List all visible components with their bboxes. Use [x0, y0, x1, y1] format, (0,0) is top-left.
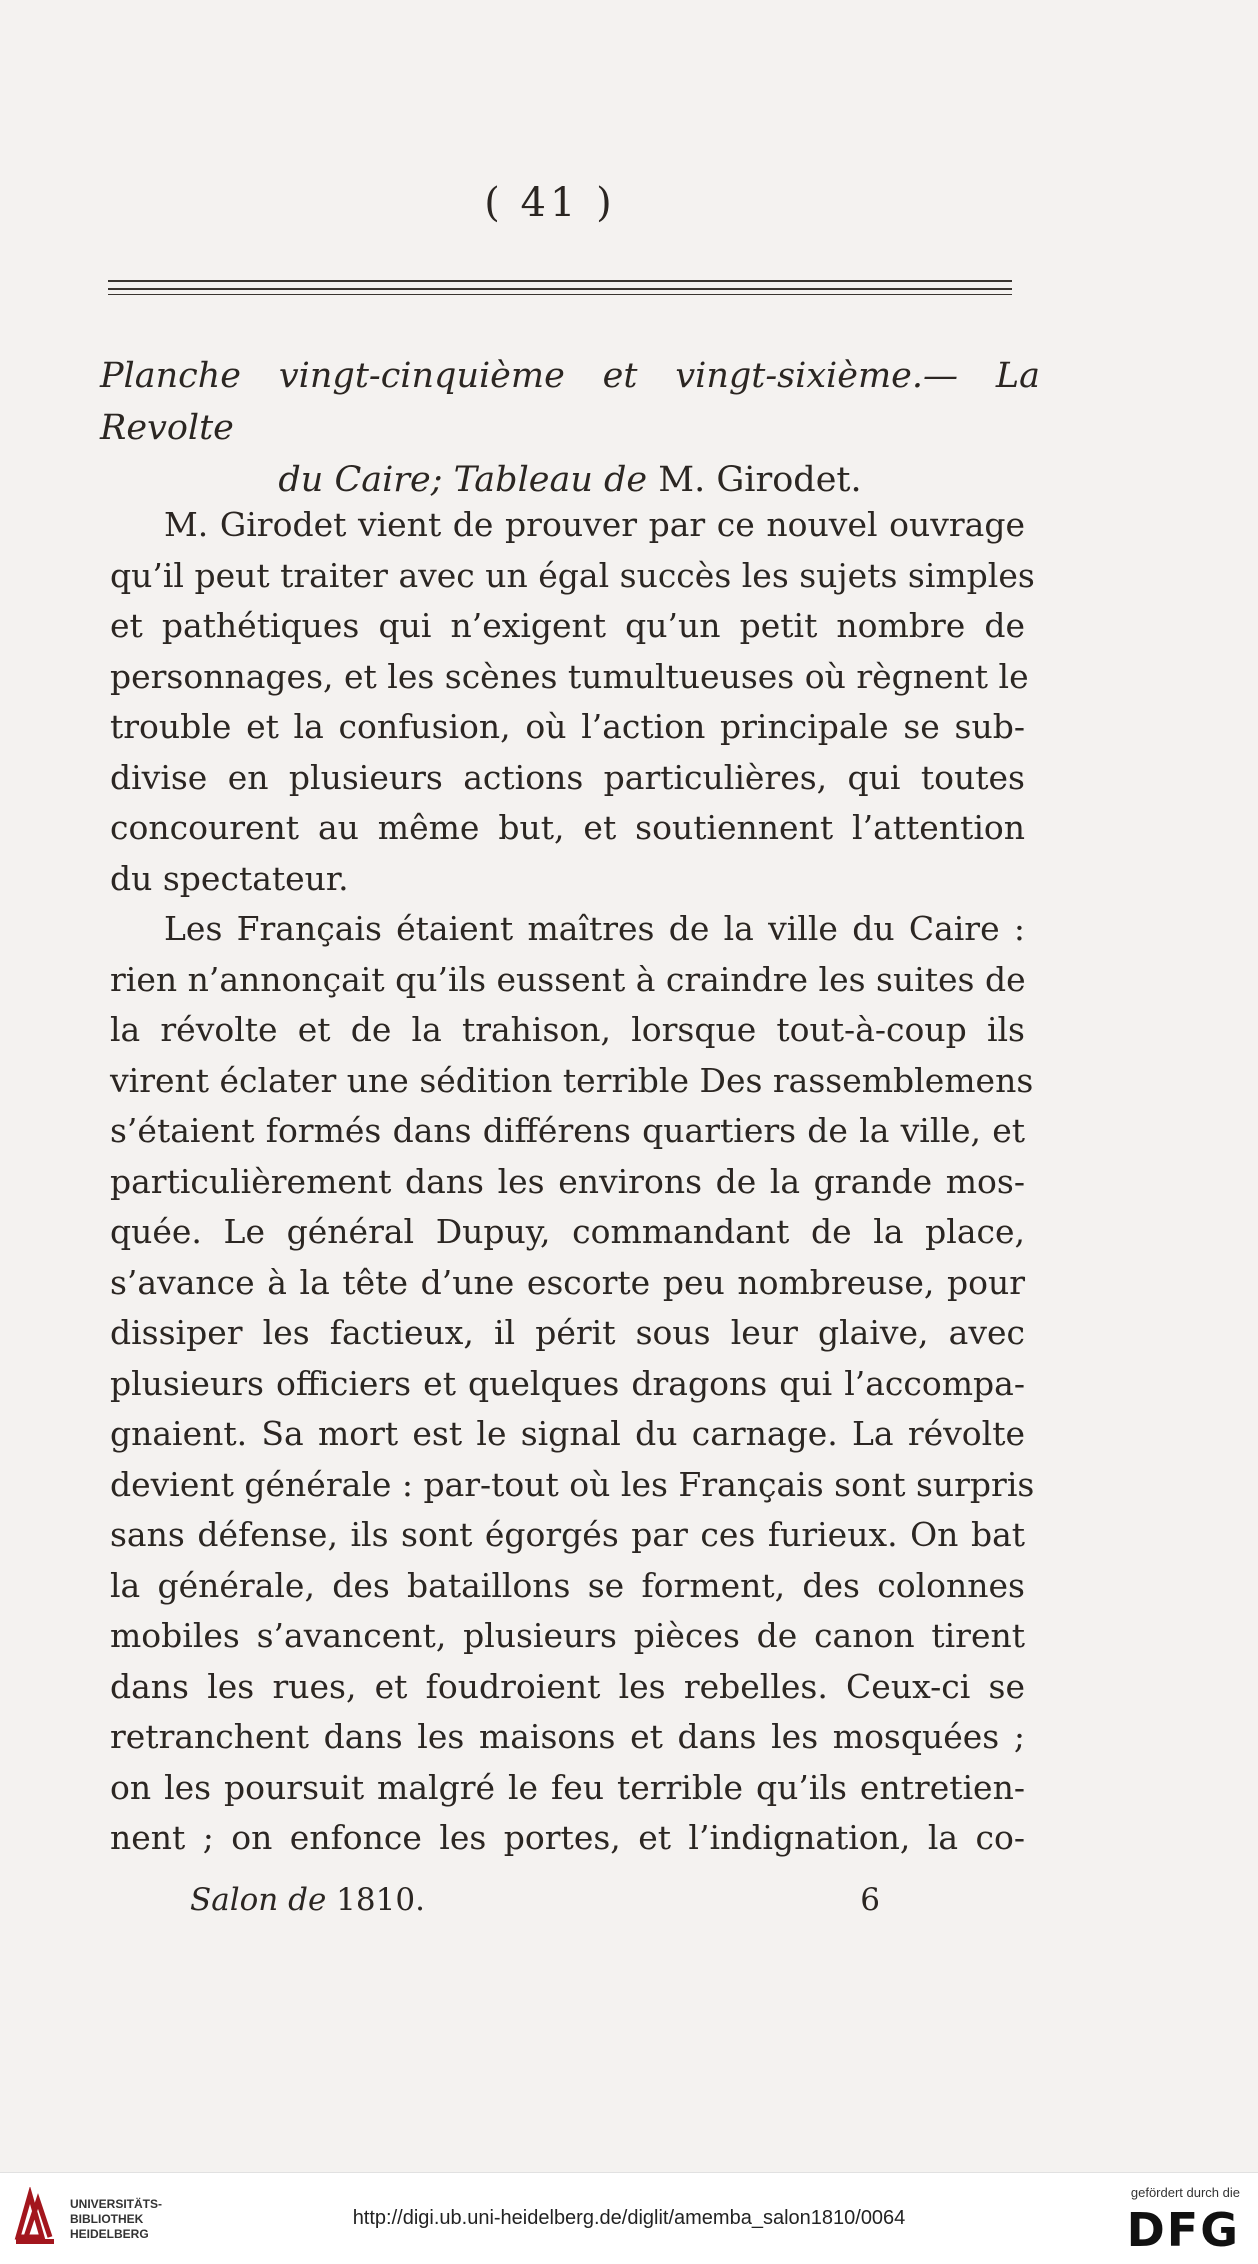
permalink-url[interactable]: http://digi.ub.uni-heidelberg.de/diglit/amemba_salon1810/0064 — [352, 2207, 906, 2229]
footer-year: 1810. — [336, 1882, 425, 1918]
heading-title-part: du Caire; Tableau de — [278, 460, 659, 500]
text-line: devient générale : par-tout où les Français sont surpris — [110, 1464, 1035, 1504]
sponsor-note: gefördert durch die — [1130, 2185, 1240, 2200]
header-rule — [108, 288, 1012, 290]
heading-line-2 — [100, 454, 1040, 506]
signature-mark: 6 — [860, 1882, 880, 1918]
text-line: rien n’annonçait qu’ils eussent à craindre les suites de — [110, 959, 1026, 999]
page-number: ( 41 ) — [484, 180, 616, 226]
text-line: personnages, et les scènes tumultueuses où règnent le — [110, 656, 1029, 696]
plate-heading — [100, 350, 1040, 506]
text-line: M. Girodet vient de prouver par ce nouvel ouvrage — [164, 505, 1025, 544]
footer-title: Salon de — [190, 1882, 337, 1918]
text-line: dans les rues, et foudroient les rebelles. Ceux-ci se — [110, 1666, 1025, 1706]
heading-artist: M. Girodet. — [658, 460, 862, 500]
library-name-line: BIBLIOTHEK — [70, 2212, 144, 2226]
body-text — [110, 500, 1035, 1864]
text-line: virent éclater une sédition terrible Des rassemblemens — [110, 1060, 1034, 1100]
viewer-footer-bar — [0, 2172, 1258, 2264]
text-line: retranchent dans les maisons et dans les mosquées ; — [110, 1717, 1025, 1756]
text-line: gnaient. Sa mort est le signal du carnage. La révolte — [110, 1414, 1025, 1453]
header-rule — [108, 280, 1012, 282]
heading-line-1: Planche vingt-cinquième et vingt-sixième.— La Revolte — [100, 356, 1040, 448]
dfg-logo: DFG — [1126, 2203, 1240, 2257]
text-line: Les Français étaient maîtres de la ville du Caire : — [164, 909, 1025, 948]
text-line: s’étaient formés dans différens quartiers de la ville, et — [110, 1111, 1025, 1150]
text-line: particulièrement dans les environs de la grande mos- — [110, 1161, 1025, 1201]
signature-line — [190, 1882, 880, 1918]
text-line: s’avance à la tête d’une escorte peu nombreuse, pour — [110, 1262, 1025, 1302]
paragraph-2 — [110, 904, 1035, 1864]
text-line: quée. Le général Dupuy, commandant de la place, — [110, 1212, 1025, 1251]
paragraph-1 — [110, 500, 1035, 904]
text-line: la révolte et de la trahison, lorsque tout-à-coup ils — [110, 1010, 1025, 1049]
library-name-line: HEIDELBERG — [70, 2227, 149, 2241]
text-line: et pathétiques qui n’exigent qu’un petit nombre de — [110, 606, 1025, 645]
text-line: nent ; on enfonce les portes, et l’indignation, la co- — [110, 1818, 1025, 1857]
text-line: dissiper les factieux, il périt sous leur glaive, avec — [110, 1313, 1025, 1352]
text-line: la générale, des bataillons se forment, des colonnes — [110, 1565, 1025, 1605]
text-line: mobiles s’avancent, plusieurs pièces de canon tirent — [110, 1616, 1025, 1655]
text-line: du spectateur. — [110, 858, 349, 898]
text-line: divise en plusieurs actions particulières, qui toutes — [110, 757, 1025, 797]
text-line: sans défense, ils sont égorgés par ces furieux. On bat — [110, 1515, 1025, 1554]
text-line: qu’il peut traiter avec un égal succès les sujets simples — [110, 555, 1035, 595]
text-line: trouble et la confusion, où l’action principale se sub- — [110, 707, 1025, 746]
text-line: concourent au même but, et soutiennent l’attention — [110, 808, 1025, 847]
text-line: plusieurs officiers et quelques dragons qui l’accompa- — [110, 1363, 1025, 1403]
library-name-line: UNIVERSITÄTS- — [70, 2197, 163, 2211]
text-line: on les poursuit malgré le feu terrible qu’ils entretien- — [110, 1767, 1025, 1807]
header-rule — [108, 294, 1012, 295]
